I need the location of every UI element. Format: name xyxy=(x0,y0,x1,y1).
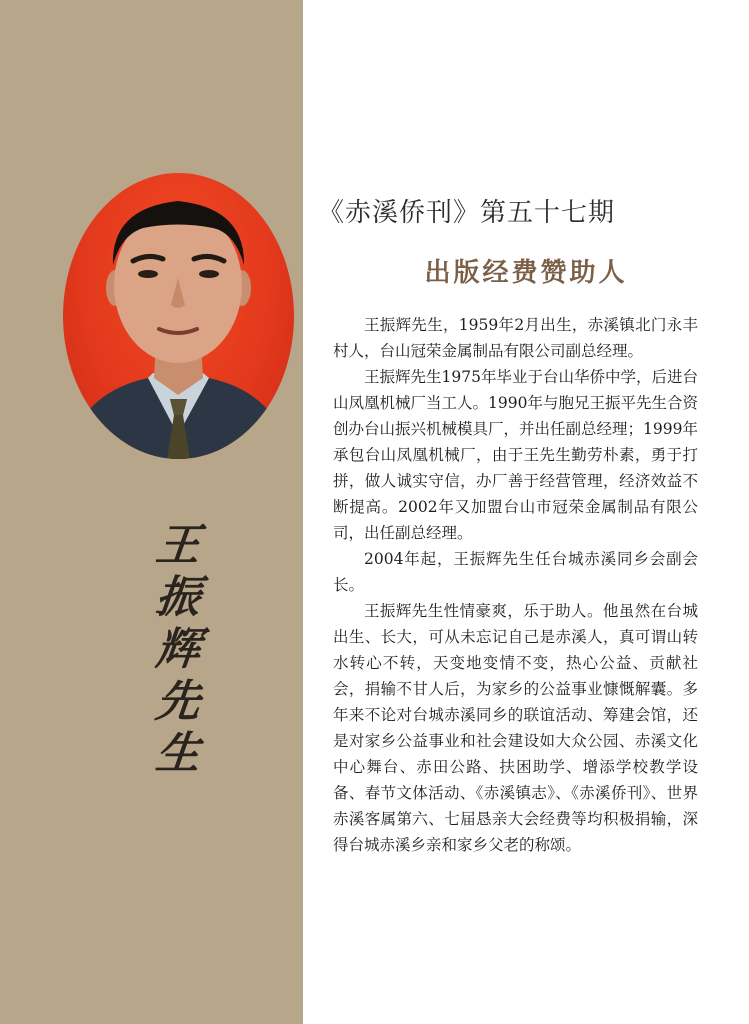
name-char: 生 xyxy=(153,728,203,779)
paragraph: 王振辉先生，1959年2月出生，赤溪镇北门永丰村人，台山冠荣金属制品有限公司副总经理。 xyxy=(333,316,698,360)
page-title: 《赤溪侨刊》第五十七期 xyxy=(318,198,616,228)
portrait-photo xyxy=(63,173,294,459)
name-vertical-calligraphy xyxy=(148,520,208,780)
name-char: 振 xyxy=(153,572,203,623)
sidebar-panel xyxy=(0,0,303,1024)
name-char: 辉 xyxy=(153,624,203,675)
name-char: 先 xyxy=(153,676,203,727)
paragraph: 王振辉先生1975年毕业于台山华侨中学，后进台山凤凰机械厂当工人。1990年与胞兄王振平先生合资创办台山振兴机械模具厂，并出任副总经理；1999年承包台山凤凰机械厂，由于王先生勤劳朴素，勇于打拼，做人诚实守信，办厂善于经营管理，经济效益不断提高。2002年又加盟台山市冠荣金属制品有限公司，出任副总经理。 xyxy=(333,368,698,542)
paragraph: 王振辉先生性情豪爽，乐于助人。他虽然在台城出生、长大，可从未忘记自己是赤溪人，真可谓山转水转心不转，天变地变情不变，热心公益、贡献社会，捐输不甘人后，为家乡的公益事业慷慨解囊。多年来不论对台城赤溪同乡的联谊活动、筹建会馆，还是对家乡公益事业和社会建设如大众公园、赤溪文化中心舞台、赤田公路、扶困助学、增添学校教学设备、春节文体活动、《赤溪镇志》、《赤溪侨刊》、世界赤溪客属第六、七届恳亲大会经费等均积极捐输，深得台城赤溪乡亲和家乡父老的称颂。 xyxy=(333,602,698,854)
portrait-illustration xyxy=(63,173,294,459)
paragraph: 2004年起，王振辉先生任台城赤溪同乡会副会长。 xyxy=(333,550,698,594)
name-char: 王 xyxy=(153,520,203,571)
biography-text xyxy=(333,312,698,858)
page-subtitle: 出版经费赞助人 xyxy=(424,258,628,288)
main-content xyxy=(303,0,749,1024)
